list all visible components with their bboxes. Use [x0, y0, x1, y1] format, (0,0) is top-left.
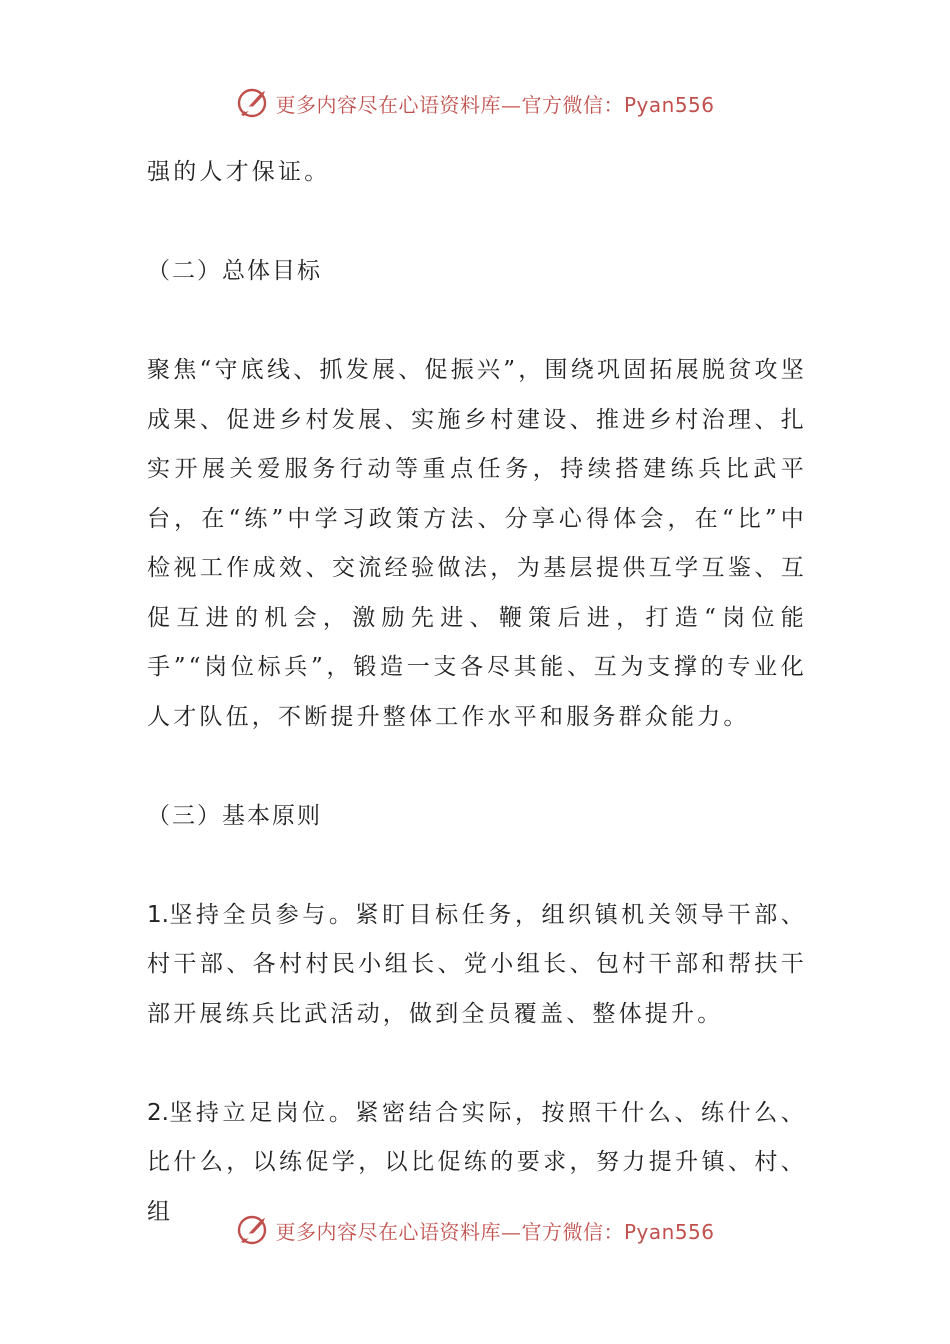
quill-pen-circle-icon — [235, 1212, 271, 1248]
header-watermark-text: 更多内容尽在心语资料库—官方微信：Pyan556 — [275, 92, 715, 117]
principle-2-number: 2. — [147, 1099, 169, 1126]
section-heading-overall-goals: （二）总体目标 — [147, 258, 322, 284]
overall-goals-paragraph: 聚焦“守底线、抓发展、促振兴”，围绕巩固拓展脱贫攻坚成果、促进乡村发展、实施乡村建设、推进乡村治理、扎实开展关爱服务行动等重点任务，持续搭建练兵比武平台，在“练”中学习政策方法、分享心得体会，在“比”中检视工作成效、交流经验做法，为基层提供互学互鉴、互促互进的机会，激励先进、鞭策后进，打造“岗位能手”“岗位标兵”，锻造一支各尽其能、互为支撑的专业化人才队伍，不断提升整体工作水平和服务群众能力。 — [147, 357, 807, 730]
section-heading-basic-principles: （三）基本原则 — [147, 802, 322, 829]
continuation-line: 强的人才保证。 — [147, 159, 331, 185]
quill-pen-circle-icon — [235, 85, 271, 121]
footer-watermark-banner — [0, 1210, 950, 1250]
principle-2-text: 坚持立足岗位。紧密结合实际，按照干什么、练什么、比什么，以练促学，以比促练的要求，努力提升镇、村、组 — [147, 1099, 807, 1225]
principle-1-text: 坚持全员参与。紧盯目标任务，组织镇机关领导干部、村干部、各村村民小组长、党小组长、包村干部和帮扶干部开展练兵比武活动，做到全员覆盖、整体提升。 — [147, 901, 807, 1027]
principle-1-paragraph — [147, 891, 807, 1040]
footer-watermark-text: 更多内容尽在心语资料库—官方微信：Pyan556 — [275, 1219, 715, 1244]
header-wechat-id: Pyan556 — [623, 92, 715, 117]
document-body — [147, 148, 807, 1237]
header-watermark-banner — [0, 83, 950, 123]
footer-wechat-id: Pyan556 — [623, 1219, 715, 1244]
principle-1-number: 1. — [147, 901, 169, 928]
